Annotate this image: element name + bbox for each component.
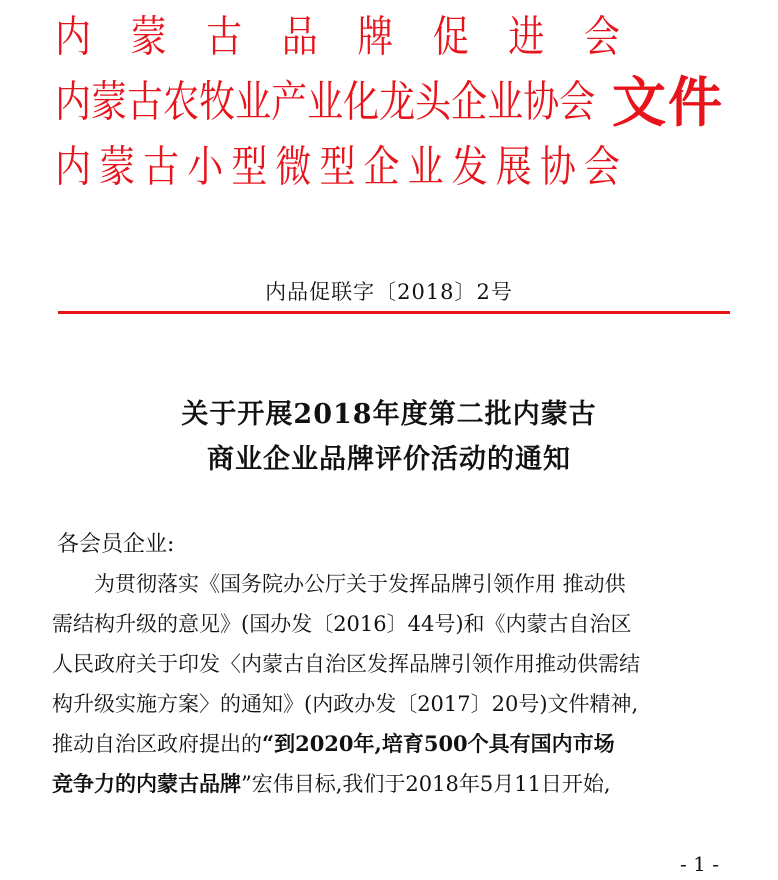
char: 发 [451,143,488,193]
char: 牌 [357,13,394,63]
body-line [52,644,752,684]
text: 为贯彻落实《国务院办公厅关于发挥品牌引领作用 推动供 [52,572,626,596]
char: 化 [343,78,380,128]
char: 蒙 [99,143,136,193]
header-org-3 [55,142,620,195]
char: 农 [163,78,200,128]
greeting: 各会员企业: [57,532,175,557]
char: 古 [143,143,180,193]
text: 推动自治区政府提出的 [52,732,262,756]
char: 型 [231,143,268,193]
char: 产 [271,78,308,128]
char: 会 [559,78,596,128]
char: 内 [55,13,92,63]
bold-goal-text: 竞争力的内蒙古品牌 [52,771,241,796]
header-org-1 [55,12,620,65]
char: 会 [583,143,620,193]
char: 小 [187,143,224,193]
body-text [52,564,752,804]
body-line [52,564,752,604]
text: ”宏伟目标,我们于2018年5月11日开始, [241,772,611,796]
text: 构升级实施方案〉的通知》(内政办发〔2017〕20号)文件精神, [52,692,639,716]
char: 促 [432,13,469,63]
char: 牧 [199,78,236,128]
char: 业 [407,143,444,193]
char: 型 [319,143,356,193]
char: 古 [206,13,243,63]
char: 业 [235,78,272,128]
body-line [52,724,752,764]
header-org-2 [55,77,595,130]
char: 进 [508,13,545,63]
char: 微 [275,143,312,193]
char: 龙 [379,78,416,128]
char: 头 [415,78,452,128]
char: 蒙 [91,78,128,128]
char: 协 [523,78,560,128]
char: 会 [583,13,620,63]
header-suffix: 文件 [612,70,724,134]
char: 品 [281,13,318,63]
text: 需结构升级的意见》(国办发〔2016〕44号)和《内蒙古自治区 [52,612,632,636]
document-title-line-2: 商业企业品牌评价活动的通知 [207,444,571,475]
char: 古 [127,78,164,128]
char: 内 [55,143,92,193]
document-number: 内品促联字〔2018〕2号 [265,280,513,304]
char: 内 [55,78,92,128]
body-line [52,684,752,724]
char: 业 [307,78,344,128]
char: 业 [487,78,524,128]
char: 企 [451,78,488,128]
char: 协 [539,143,576,193]
document-title-line-1: 关于开展2018年度第二批内蒙古 [181,399,597,430]
text: 人民政府关于印发〈内蒙古自治区发挥品牌引领作用推动供需结 [52,652,640,676]
page-number: - 1 - [680,852,719,876]
char: 蒙 [130,13,167,63]
bold-goal-text: “到2020年,培育500个具有国内市场 [262,731,615,756]
char: 企 [363,143,400,193]
char: 展 [495,143,532,193]
body-line [52,604,752,644]
body-line [52,764,752,804]
red-divider [58,311,730,314]
